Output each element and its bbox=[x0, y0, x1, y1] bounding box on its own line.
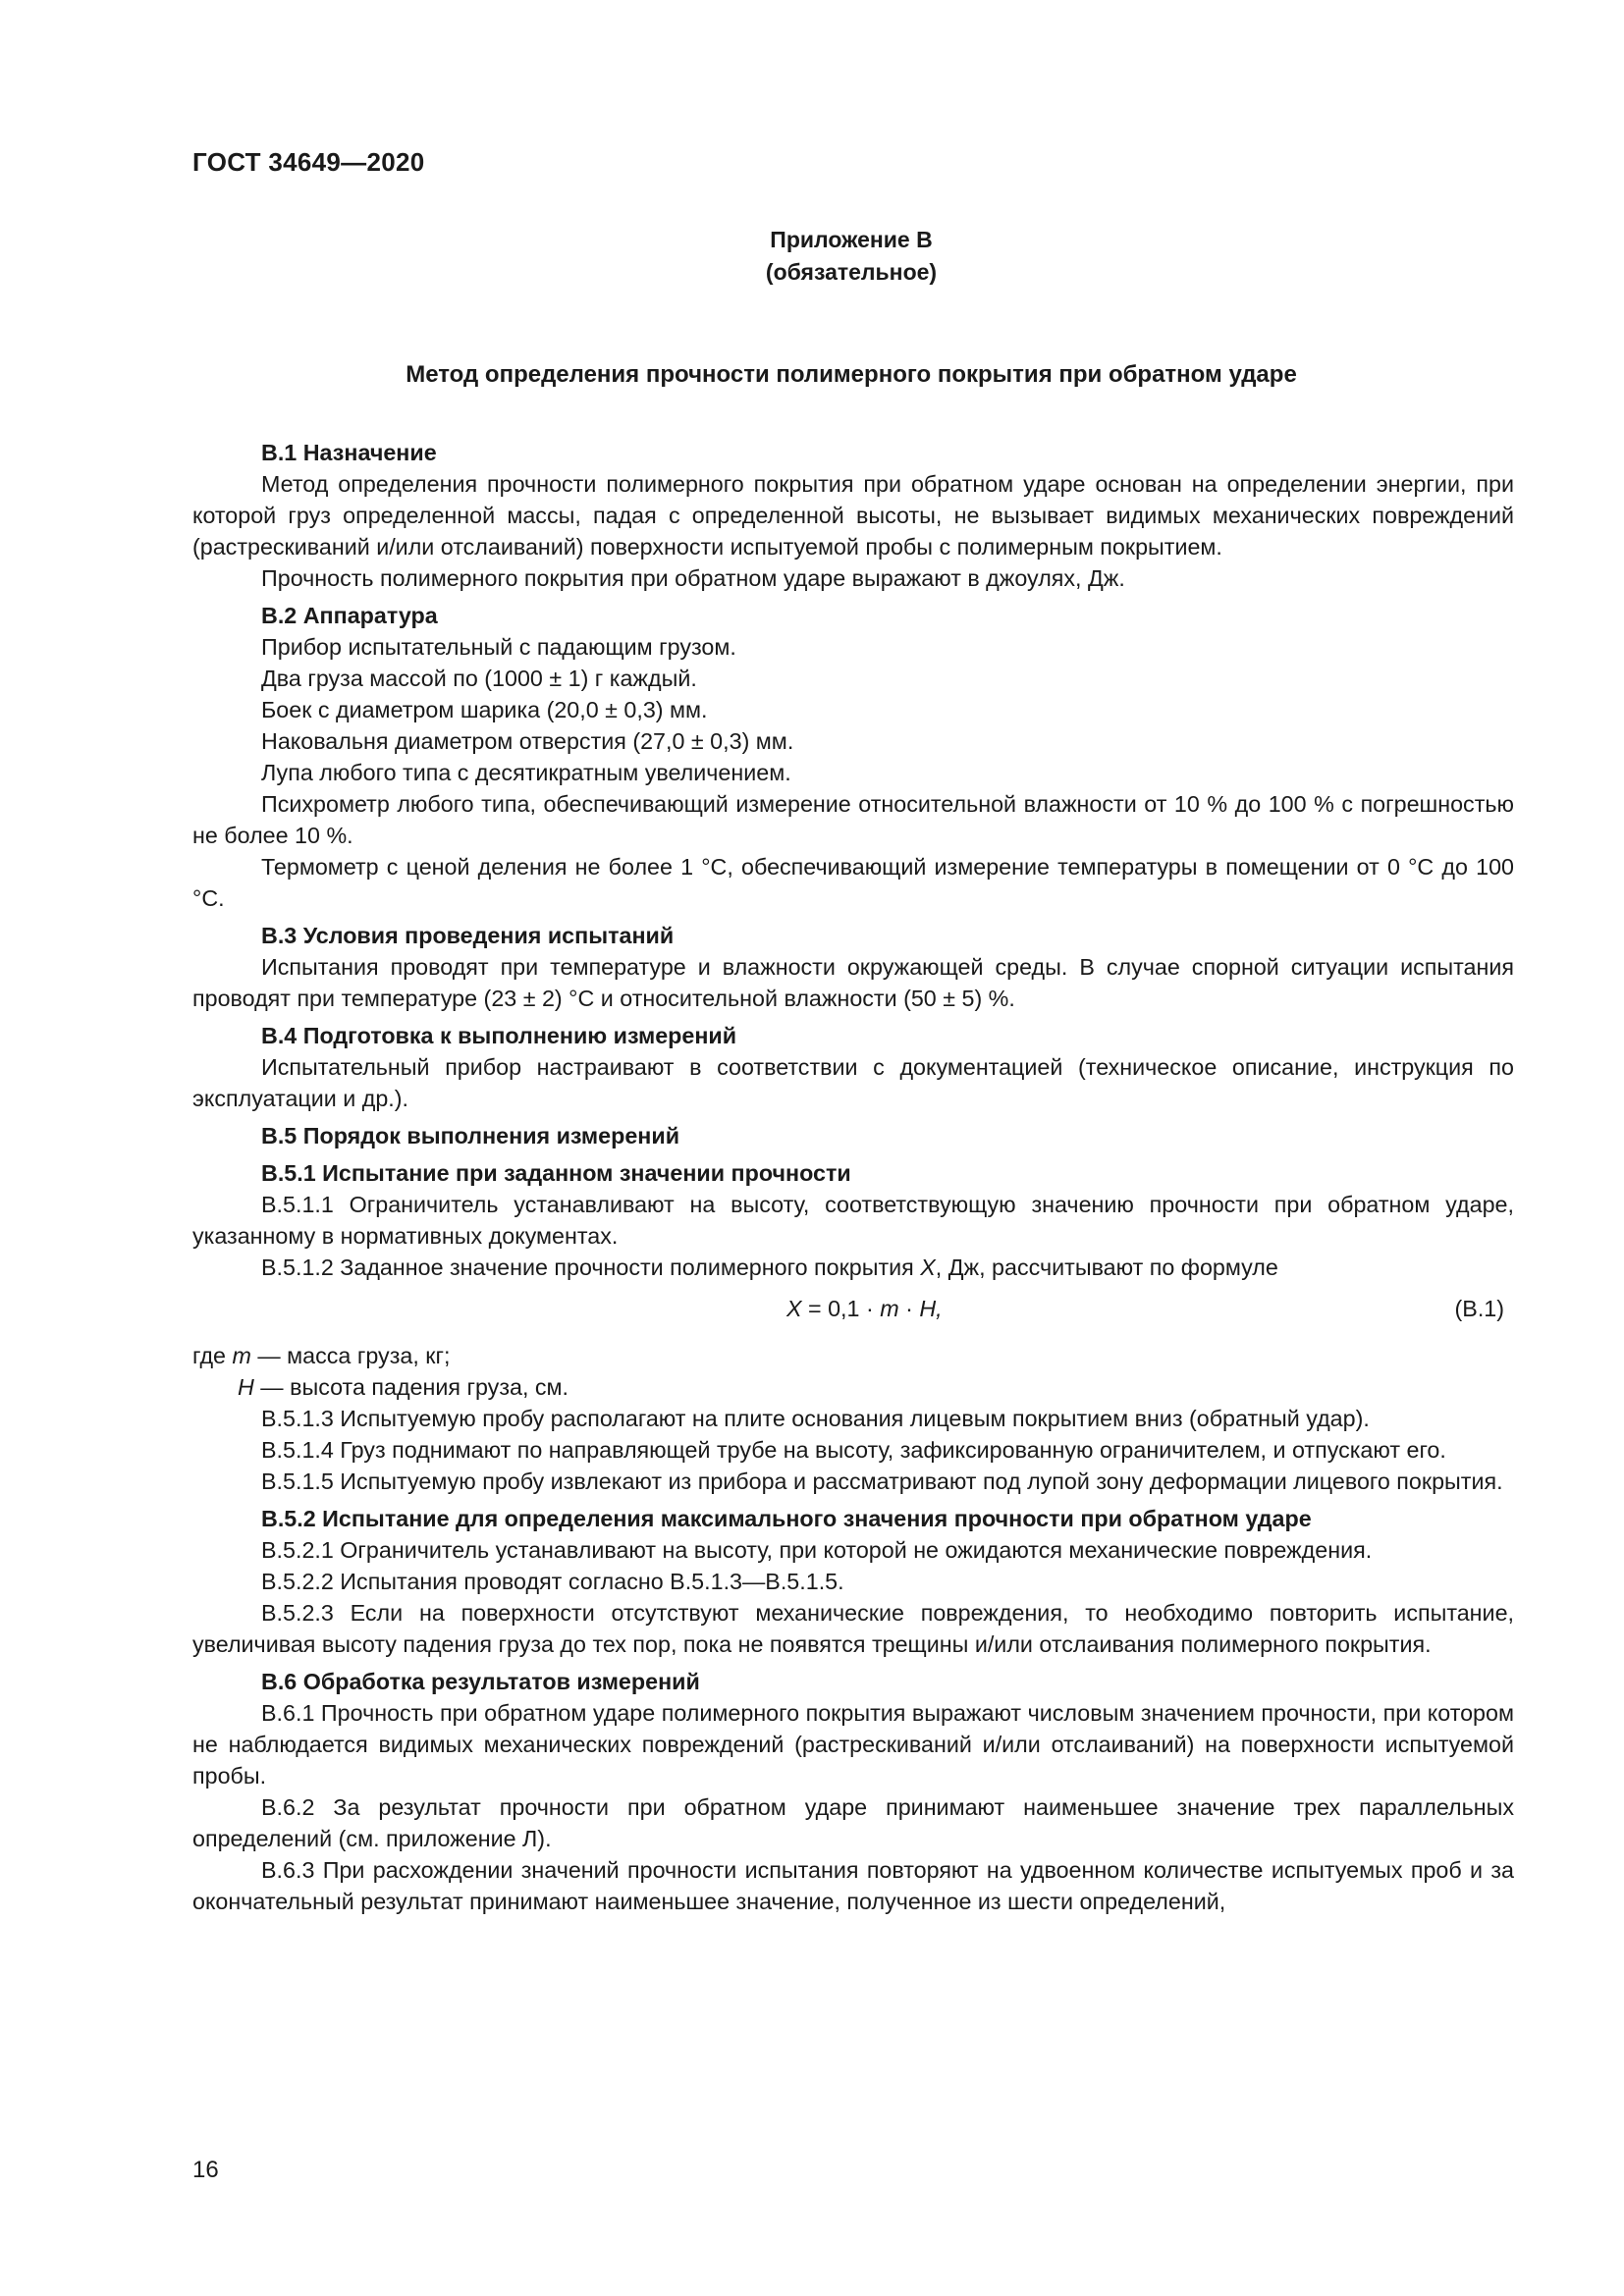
list-item: Два груза массой по (1000 ± 1) г каждый. bbox=[261, 666, 697, 691]
variable-x: X bbox=[920, 1255, 936, 1280]
paragraph: В.6.3 При расхождении значений прочности испытания повторяют на удвоенном количестве испытуемых проб и за окончательный результат принимают наименьшее значение, полученное из шести определений, bbox=[192, 1857, 1514, 1914]
formula-text: · bbox=[898, 1296, 920, 1321]
section-heading-b51: В.5.1 Испытание при заданном значении прочности bbox=[261, 1160, 851, 1186]
list-item: Термометр с ценой деления не более 1 °С, обеспечивающий измерение температуры в помещении от 0 °С до 100 °С. bbox=[192, 854, 1514, 911]
paragraph: В.5.1.1 Ограничитель устанавливают на высоту, соответствующую значению прочности при обратном ударе, указанному в нормативных документах. bbox=[192, 1192, 1514, 1249]
paragraph: В.5.1.4 Груз поднимают по направляющей трубе на высоту, зафиксированную ограничителем, и отпускают его. bbox=[261, 1437, 1446, 1463]
paragraph: Метод определения прочности полимерного покрытия при обратном ударе основан на определении энергии, при которой груз определенной массы, падая с определенной высоты, не вызывает видимых механических повреждений (растрескиваний и/или отслаиваний) поверхности испытуемой пробы с полимерным покрытием. bbox=[192, 471, 1514, 560]
section-heading-b6: В.6 Обработка результатов измерений bbox=[261, 1669, 700, 1694]
formula-number: (В.1) bbox=[1454, 1296, 1504, 1321]
list-item: Прибор испытательный с падающим грузом. bbox=[261, 634, 736, 660]
text-run: где bbox=[192, 1343, 233, 1368]
formula bbox=[786, 1293, 943, 1324]
paragraph: Испытания проводят при температуре и влажности окружающей среды. В случае спорной ситуации испытания проводят при температуре (23 ± 2) °С и относительной влажности (50 ± 5) %. bbox=[192, 954, 1514, 1011]
formula-row bbox=[192, 1289, 1514, 1340]
where-line bbox=[192, 1340, 1514, 1371]
formula-var-h: H, bbox=[919, 1296, 943, 1321]
page-number: 16 bbox=[192, 2157, 219, 2183]
appendix-status: (обязательное) bbox=[765, 259, 938, 285]
paragraph: Прочность полимерного покрытия при обратном ударе выражают в джоулях, Дж. bbox=[261, 565, 1125, 591]
section-heading-b52: В.5.2 Испытание для определения максимального значения прочности при обратном ударе bbox=[261, 1506, 1312, 1531]
paragraph: В.6.1 Прочность при обратном ударе полимерного покрытия выражают числовым значением прочности, при котором не наблюдается видимых механических повреждений (растрескиваний и/или отслаиваний) на поверхности испытуемой пробы. bbox=[192, 1700, 1514, 1789]
paragraph: В.6.2 За результат прочности при обратном ударе принимают наименьшее значение трех параллельных определений (см. приложение Л). bbox=[192, 1794, 1514, 1851]
method-title: Метод определения прочности полимерного покрытия при обратном ударе bbox=[406, 361, 1297, 388]
document-code: ГОСТ 34649—2020 bbox=[192, 147, 425, 177]
text-run: , Дж, рассчитывают по формуле bbox=[935, 1255, 1278, 1280]
paragraph: В.5.2.1 Ограничитель устанавливают на высоту, при которой не ожидаются механические повреждения. bbox=[261, 1537, 1373, 1563]
list-item: Психрометр любого типа, обеспечивающий измерение относительной влажности от 10 % до 100 % с погрешностью не более 10 %. bbox=[192, 791, 1514, 848]
formula-var-x: X bbox=[786, 1296, 802, 1321]
text-run: — высота падения груза, см. bbox=[253, 1374, 569, 1400]
where-line bbox=[192, 1371, 1514, 1403]
section-heading-b4: В.4 Подготовка к выполнению измерений bbox=[261, 1023, 737, 1048]
section-heading-b1: В.1 Назначение bbox=[261, 440, 437, 465]
formula-text: = 0,1 · bbox=[801, 1296, 881, 1321]
variable-m: m bbox=[232, 1343, 251, 1368]
appendix-title: Приложение В bbox=[770, 227, 933, 252]
section-heading-b2: В.2 Аппаратура bbox=[261, 603, 438, 628]
paragraph: В.5.1.5 Испытуемую пробу извлекают из прибора и рассматривают под лупой зону деформации лицевого покрытия. bbox=[261, 1468, 1503, 1494]
paragraph: В.5.2.2 Испытания проводят согласно В.5.1.3—В.5.1.5. bbox=[261, 1569, 844, 1594]
paragraph: В.5.1.3 Испытуемую пробу располагают на плите основания лицевым покрытием вниз (обратный удар). bbox=[261, 1406, 1370, 1431]
list-item: Боек с диаметром шарика (20,0 ± 0,3) мм. bbox=[261, 697, 708, 722]
paragraph bbox=[192, 1252, 1514, 1283]
paragraph: В.5.2.3 Если на поверхности отсутствуют механические повреждения, то необходимо повторить испытание, увеличивая высоту падения груза до тех пор, пока не появятся трещины и/или отслаивания полимерного покрытия. bbox=[192, 1600, 1514, 1657]
variable-h: H bbox=[238, 1374, 254, 1400]
formula-var-m: m bbox=[880, 1296, 899, 1321]
section-heading-b5: В.5 Порядок выполнения измерений bbox=[261, 1123, 680, 1148]
document-body bbox=[192, 437, 1514, 1917]
text-run: В.5.1.2 Заданное значение прочности полимерного покрытия bbox=[261, 1255, 921, 1280]
section-heading-b3: В.3 Условия проведения испытаний bbox=[261, 923, 675, 948]
list-item: Наковальня диаметром отверстия (27,0 ± 0,3) мм. bbox=[261, 728, 794, 754]
text-run: — масса груза, кг; bbox=[250, 1343, 451, 1368]
paragraph: Испытательный прибор настраивают в соответствии с документацией (техническое описание, инструкция по эксплуатации и др.). bbox=[192, 1054, 1514, 1111]
list-item: Лупа любого типа с десятикратным увеличением. bbox=[261, 760, 791, 785]
